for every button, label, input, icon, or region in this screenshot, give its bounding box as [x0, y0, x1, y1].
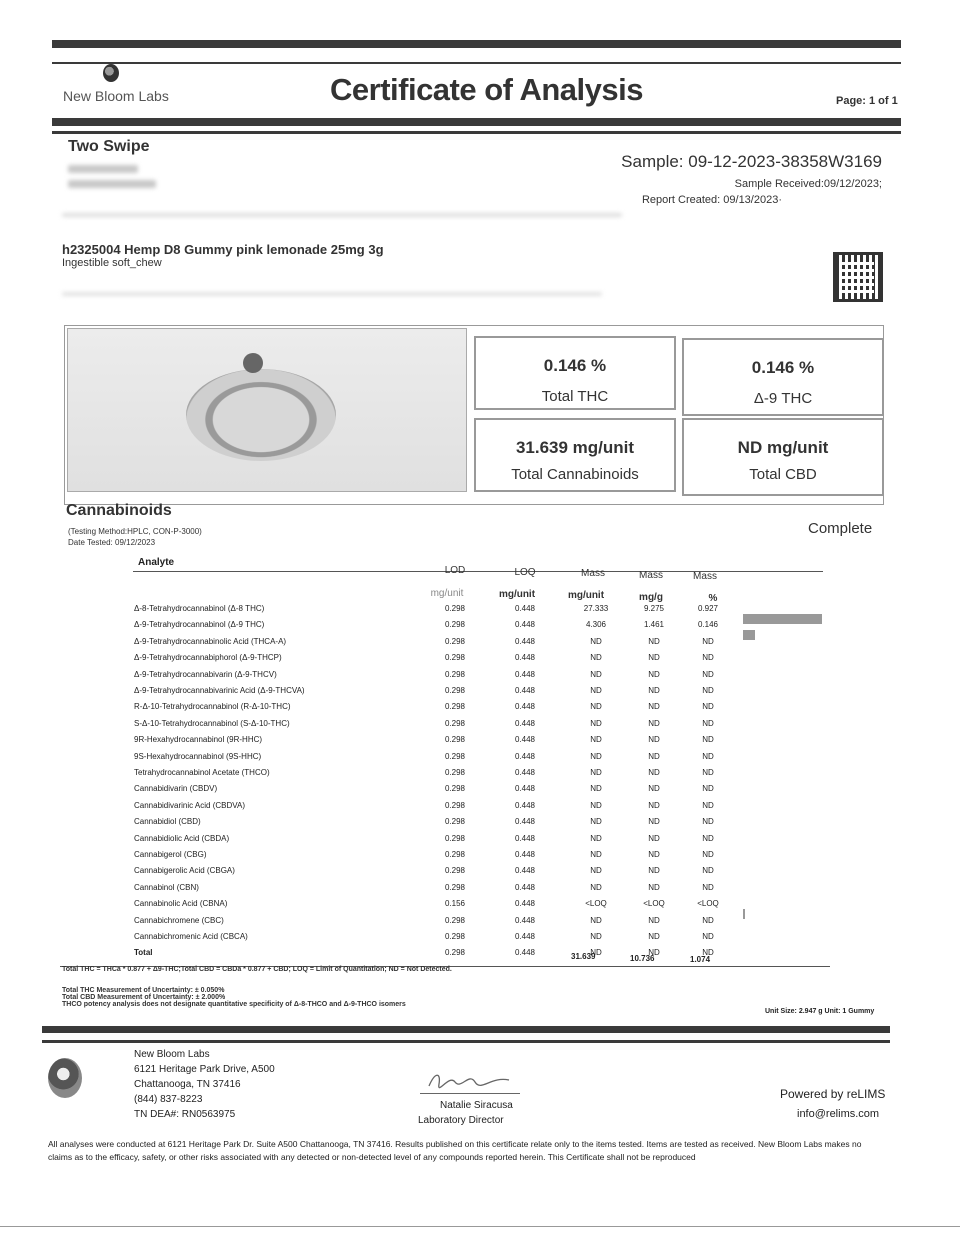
cell-mg: ND — [648, 702, 660, 712]
total-thc-label: Total THC — [541, 388, 609, 405]
d9-thc-value: 0.146 % — [751, 358, 815, 377]
mass-mgunit-unit: mg/unit — [567, 590, 605, 601]
table-row — [134, 653, 824, 667]
sample-id: Sample: 09-12-2023-38358W3169 — [621, 152, 882, 171]
total-pct: 1.074 — [690, 955, 711, 964]
table-row — [134, 817, 824, 831]
cell-pct: ND — [702, 800, 714, 810]
cell-pct: ND — [702, 866, 714, 876]
product-photo — [67, 328, 467, 492]
cell-lod: 0.298 — [444, 833, 466, 843]
cell-pct: ND — [702, 948, 714, 958]
powered-by: Powered by reLIMS — [780, 1087, 886, 1101]
cell-mu: ND — [590, 784, 602, 794]
cell-mu: ND — [590, 702, 602, 712]
mass-mgunit-header: Mass — [581, 568, 605, 579]
footer-address-2: Chattanooga, TN 37416 — [134, 1079, 241, 1090]
client-name: Two Swipe — [68, 138, 150, 155]
footer-phone: (844) 837-8223 — [134, 1094, 203, 1105]
cell-pct: ND — [702, 653, 714, 663]
cell-loq: 0.448 — [514, 833, 536, 843]
cell-loq: 0.448 — [514, 800, 536, 810]
cell-lod: 0.298 — [444, 718, 466, 728]
cell-mu: ND — [590, 768, 602, 777]
total-mgunit: 31.639 — [571, 952, 596, 961]
table-row — [134, 735, 824, 749]
cell-lod: 0.298 — [444, 702, 466, 712]
cell-mg: ND — [648, 669, 660, 679]
analyte-header: Analyte — [138, 557, 175, 568]
cell-lod: 0.156 — [444, 899, 466, 909]
cell-mg: ND — [648, 636, 660, 646]
lab-name: New Bloom Labs — [63, 88, 169, 104]
loq-unit: mg/unit — [498, 589, 536, 600]
cell-pct: ND — [702, 932, 714, 941]
cell-mg: ND — [648, 882, 660, 892]
cell-name: Δ-9-Tetrahydrocannabivarin (Δ-9-THCV) — [134, 669, 277, 679]
cell-name: Δ-9-Tetrahydrocannabivarinic Acid (Δ-9-THCVA) — [134, 686, 305, 695]
cell-loq: 0.448 — [514, 702, 536, 712]
cell-loq: 0.448 — [514, 882, 536, 892]
cell-loq: 0.448 — [514, 817, 536, 827]
d9-thc-card — [682, 338, 884, 416]
cell-mu: ND — [590, 653, 602, 663]
cell-mg: ND — [648, 735, 660, 745]
cell-loq: 0.448 — [514, 850, 536, 859]
header-bottom-bar — [52, 118, 901, 126]
cell-mu: ND — [590, 718, 602, 728]
cell-pct: ND — [702, 636, 714, 646]
cell-loq: 0.448 — [514, 899, 536, 909]
cell-name: S-Δ-10-Tetrahydrocannabinol (S-Δ-10-THC) — [134, 718, 290, 728]
date-tested: Date Tested: 09/12/2023 — [68, 538, 156, 547]
cell-loq: 0.448 — [514, 948, 536, 958]
cell-mg: ND — [648, 915, 660, 925]
cell-loq: 0.448 — [514, 784, 536, 794]
lab-address-block — [134, 1047, 275, 1122]
cell-name: Δ-8-Tetrahydrocannabinol (Δ-8 THC) — [134, 604, 265, 613]
director-name: Natalie Siracusa — [440, 1100, 513, 1111]
cell-pct: ND — [702, 850, 714, 859]
director-signature — [425, 1068, 515, 1092]
cell-pct: <LOQ — [697, 899, 719, 909]
redacted-address-2 — [68, 180, 156, 188]
cell-lod: 0.298 — [444, 751, 466, 761]
cell-lod: 0.298 — [444, 850, 466, 859]
total-thc-card — [474, 336, 676, 410]
footer-thin-bar — [42, 1040, 890, 1043]
contact-email[interactable]: info@relims.com — [797, 1108, 880, 1120]
table-row — [134, 866, 824, 880]
redacted-address-1 — [68, 165, 138, 173]
cell-pct: ND — [702, 833, 714, 843]
cell-mg: ND — [648, 850, 660, 859]
director-title: Laboratory Director — [418, 1115, 504, 1126]
cell-lod: 0.298 — [444, 620, 466, 630]
cell-pct: ND — [702, 702, 714, 712]
cell-lod: 0.298 — [444, 866, 466, 876]
cell-name: 9R-Hexahydrocannabinol (9R-HHC) — [134, 735, 263, 745]
product-type: Ingestible soft_chew — [62, 257, 162, 269]
page-bottom-line — [0, 1226, 960, 1227]
lab-logo-icon — [103, 64, 119, 82]
table-row — [134, 801, 824, 815]
total-cannabinoids-label: Total Cannabinoids — [511, 466, 639, 483]
cell-loq: 0.448 — [514, 735, 536, 745]
cell-loq: 0.448 — [514, 620, 536, 630]
cell-mu: ND — [590, 948, 602, 958]
cell-name: Cannabigerolic Acid (CBGA) — [134, 866, 235, 876]
header-bottom-thin-bar — [52, 131, 901, 134]
table-row — [134, 948, 824, 962]
footer-dea: TN DEA#: RN0563975 — [134, 1109, 236, 1120]
total-cbd-card — [682, 418, 884, 496]
d9-thc-label: Δ-9 THC — [753, 390, 813, 407]
cell-pct: ND — [702, 751, 714, 761]
cell-name: Cannabidivarin (CBDV) — [134, 784, 218, 794]
cell-mg: ND — [648, 800, 660, 810]
cell-name: Tetrahydrocannabinol Acetate (THCO) — [134, 768, 270, 777]
cell-name: Cannabinol (CBN) — [134, 882, 199, 892]
total-cannabinoids-value: 31.639 mg/unit — [515, 438, 635, 457]
cell-mg: ND — [648, 932, 660, 941]
tin-lid-image — [243, 353, 263, 373]
table-row — [134, 670, 824, 684]
table-row — [134, 620, 824, 634]
cell-pct: ND — [702, 718, 714, 728]
redacted-line — [62, 213, 622, 217]
cell-mg: 1.461 — [643, 620, 665, 630]
lod-header: LOD — [444, 565, 466, 576]
cell-mu: ND — [590, 751, 602, 761]
mass-mgg-unit: mg/g — [639, 592, 663, 603]
table-row — [134, 702, 824, 716]
section-title: Cannabinoids — [66, 502, 172, 519]
cell-loq: 0.448 — [514, 669, 536, 679]
disclaimer: All analyses were conducted at 6121 Heritage Park Dr. Suite A500 Chattanooga, TN 37416. Results published on this certificate relate only to the items tested. Items are tested as received. New Bloom Labs makes no claims as to the efficacy, safety, or other risks associated with any detected or non-detected level of any compounds reported herein. This Certificate shall not be reproduced — [48, 1139, 862, 1162]
cell-loq: 0.448 — [514, 768, 536, 777]
testing-method: (Testing Method:HPLC, CON-P-3000) — [68, 527, 202, 536]
cell-pct: ND — [702, 686, 714, 695]
cell-mg: ND — [648, 784, 660, 794]
formula-note: Total THC = THCa * 0.877 + Δ9-THC;Total CBD = CBDa * 0.877 + CBD; LOQ = Limit of Quantitation; ND = Not Detected. — [62, 966, 452, 973]
gummy-tin-image — [186, 369, 336, 461]
cell-mg: ND — [648, 751, 660, 761]
cell-name: R-Δ-10-Tetrahydrocannabinol (R-Δ-10-THC) — [134, 702, 291, 712]
cell-mu: ND — [590, 636, 602, 646]
cell-pct: ND — [702, 669, 714, 679]
cell-mg: ND — [648, 817, 660, 827]
cell-pct: 0.146 — [697, 620, 719, 630]
uncertainty-thc: Total THC Measurement of Uncertainty: ± 0.050% — [62, 987, 225, 994]
cell-mu: ND — [590, 850, 602, 859]
redacted-line-2 — [62, 292, 602, 296]
cell-loq: 0.448 — [514, 915, 536, 925]
cell-mu: ND — [590, 800, 602, 810]
cell-mu: 27.333 — [583, 604, 609, 613]
cell-lod: 0.298 — [444, 768, 466, 777]
cell-mu: ND — [590, 833, 602, 843]
total-cbd-label: Total CBD — [749, 466, 817, 483]
cell-lod: 0.298 — [444, 948, 466, 958]
cell-mu: ND — [590, 686, 602, 695]
cell-name: Cannabidiolic Acid (CBDA) — [134, 833, 230, 843]
cell-mu: ND — [590, 669, 602, 679]
total-mgg: 10.736 — [630, 954, 655, 963]
mass-pct-header: Mass — [693, 571, 717, 582]
unit-size: Unit Size: 2.947 g Unit: 1 Gummy — [765, 1008, 875, 1015]
cell-lod: 0.298 — [444, 653, 466, 663]
cell-lod: 0.298 — [444, 604, 466, 613]
qr-code-icon[interactable] — [833, 252, 883, 302]
cell-loq: 0.448 — [514, 932, 536, 941]
cell-lod: 0.298 — [444, 636, 466, 646]
cell-pct: ND — [702, 915, 714, 925]
cell-mg: <LOQ — [643, 899, 665, 909]
cell-lod: 0.298 — [444, 915, 466, 925]
header-thin-bar — [52, 62, 901, 64]
cell-mu: <LOQ — [585, 899, 607, 909]
footer-lab-name: New Bloom Labs — [134, 1049, 210, 1060]
cell-pct: 0.927 — [697, 604, 719, 613]
total-cannabinoids-card — [474, 418, 676, 492]
mass-mgg-header: Mass — [639, 570, 663, 581]
mass-pct-unit: % — [708, 593, 718, 604]
cell-loq: 0.448 — [514, 686, 536, 695]
cell-loq: 0.448 — [514, 866, 536, 876]
cell-name: Cannabichromenic Acid (CBCA) — [134, 932, 248, 941]
cell-lod: 0.298 — [444, 932, 466, 941]
cell-mg: ND — [648, 948, 660, 958]
cell-mu: ND — [590, 817, 602, 827]
cell-loq: 0.448 — [514, 751, 536, 761]
cell-name: Δ-9-Tetrahydrocannabiphorol (Δ-9-THCP) — [134, 653, 282, 663]
cell-mg: ND — [648, 866, 660, 876]
footer-address-1: 6121 Heritage Park Drive, A500 — [134, 1064, 275, 1075]
cell-loq: 0.448 — [514, 604, 536, 613]
signature-line — [420, 1093, 520, 1094]
cell-lod: 0.298 — [444, 735, 466, 745]
table-row — [134, 883, 824, 897]
cell-mu: ND — [590, 866, 602, 876]
cell-name: 9S-Hexahydrocannabinol (9S-HHC) — [134, 751, 262, 761]
lod-unit: mg/unit — [430, 588, 464, 599]
cell-loq: 0.448 — [514, 653, 536, 663]
cell-pct: ND — [702, 882, 714, 892]
cell-pct: ND — [702, 768, 714, 777]
table-row — [134, 768, 824, 782]
cell-mu: ND — [590, 882, 602, 892]
document-title: Certificate of Analysis — [330, 72, 643, 107]
table-row — [134, 784, 824, 798]
cell-mu: ND — [590, 915, 602, 925]
cell-mu: ND — [590, 932, 602, 941]
cell-name: Cannabichromene (CBC) — [134, 915, 224, 925]
page-number: Page: 1 of 1 — [836, 95, 898, 107]
table-row — [134, 752, 824, 766]
cell-name: Cannabigerol (CBG) — [134, 850, 207, 859]
uncertainty-cbd: Total CBD Measurement of Uncertainty: ± 2.000% — [62, 994, 226, 1001]
lab-seal-icon — [48, 1058, 82, 1098]
cell-lod: 0.298 — [444, 817, 466, 827]
cell-lod: 0.298 — [444, 686, 466, 695]
cell-lod: 0.298 — [444, 882, 466, 892]
table-row — [134, 719, 824, 733]
cell-mu: 4.306 — [585, 620, 607, 630]
cell-name: Δ-9-Tetrahydrocannabinol (Δ-9 THC) — [134, 620, 265, 630]
total-thc-value: 0.146 % — [543, 356, 607, 375]
cell-mg: ND — [648, 833, 660, 843]
header-top-bar — [52, 40, 901, 48]
cell-name: Total — [134, 948, 153, 958]
cell-loq: 0.448 — [514, 636, 536, 646]
table-row — [134, 834, 824, 848]
status-badge: Complete — [808, 520, 873, 537]
table-row — [134, 850, 824, 864]
cell-pct: ND — [702, 817, 714, 827]
footer-top-bar — [42, 1026, 890, 1033]
cell-lod: 0.298 — [444, 669, 466, 679]
table-row — [134, 916, 824, 930]
cell-mu: ND — [590, 735, 602, 745]
report-created: Report Created: 09/13/2023· — [641, 194, 782, 206]
cell-mg: 9.275 — [643, 604, 665, 613]
table-row — [134, 932, 824, 946]
cell-mg: ND — [648, 718, 660, 728]
table-row — [134, 604, 824, 618]
cell-mg: ND — [648, 686, 660, 695]
cell-name: Cannabidiol (CBD) — [134, 817, 201, 827]
table-row — [134, 637, 824, 651]
cell-lod: 0.298 — [444, 800, 466, 810]
sample-received: Sample Received:09/12/2023; — [734, 178, 882, 190]
cell-name: Cannabinolic Acid (CBNA) — [134, 899, 228, 909]
loq-header: LOQ — [514, 567, 536, 578]
cell-loq: 0.448 — [514, 718, 536, 728]
cell-mg: ND — [648, 653, 660, 663]
product-name: h2325004 Hemp D8 Gummy pink lemonade 25mg 3g — [62, 242, 384, 257]
table-row — [134, 686, 824, 700]
cell-name: Cannabidivarinic Acid (CBDVA) — [134, 800, 246, 810]
total-cbd-value: ND mg/unit — [737, 438, 829, 457]
thco-note: THCO potency analysis does not designate quantitative specificity of Δ-8-THCO and Δ-9-THCO isomers — [62, 1001, 406, 1008]
cell-pct: ND — [702, 784, 714, 794]
cell-name: Δ-9-Tetrahydrocannabinolic Acid (THCA-A) — [134, 636, 287, 646]
cell-pct: ND — [702, 735, 714, 745]
cell-lod: 0.298 — [444, 784, 466, 794]
cell-mg: ND — [648, 768, 660, 777]
table-row — [134, 899, 824, 913]
